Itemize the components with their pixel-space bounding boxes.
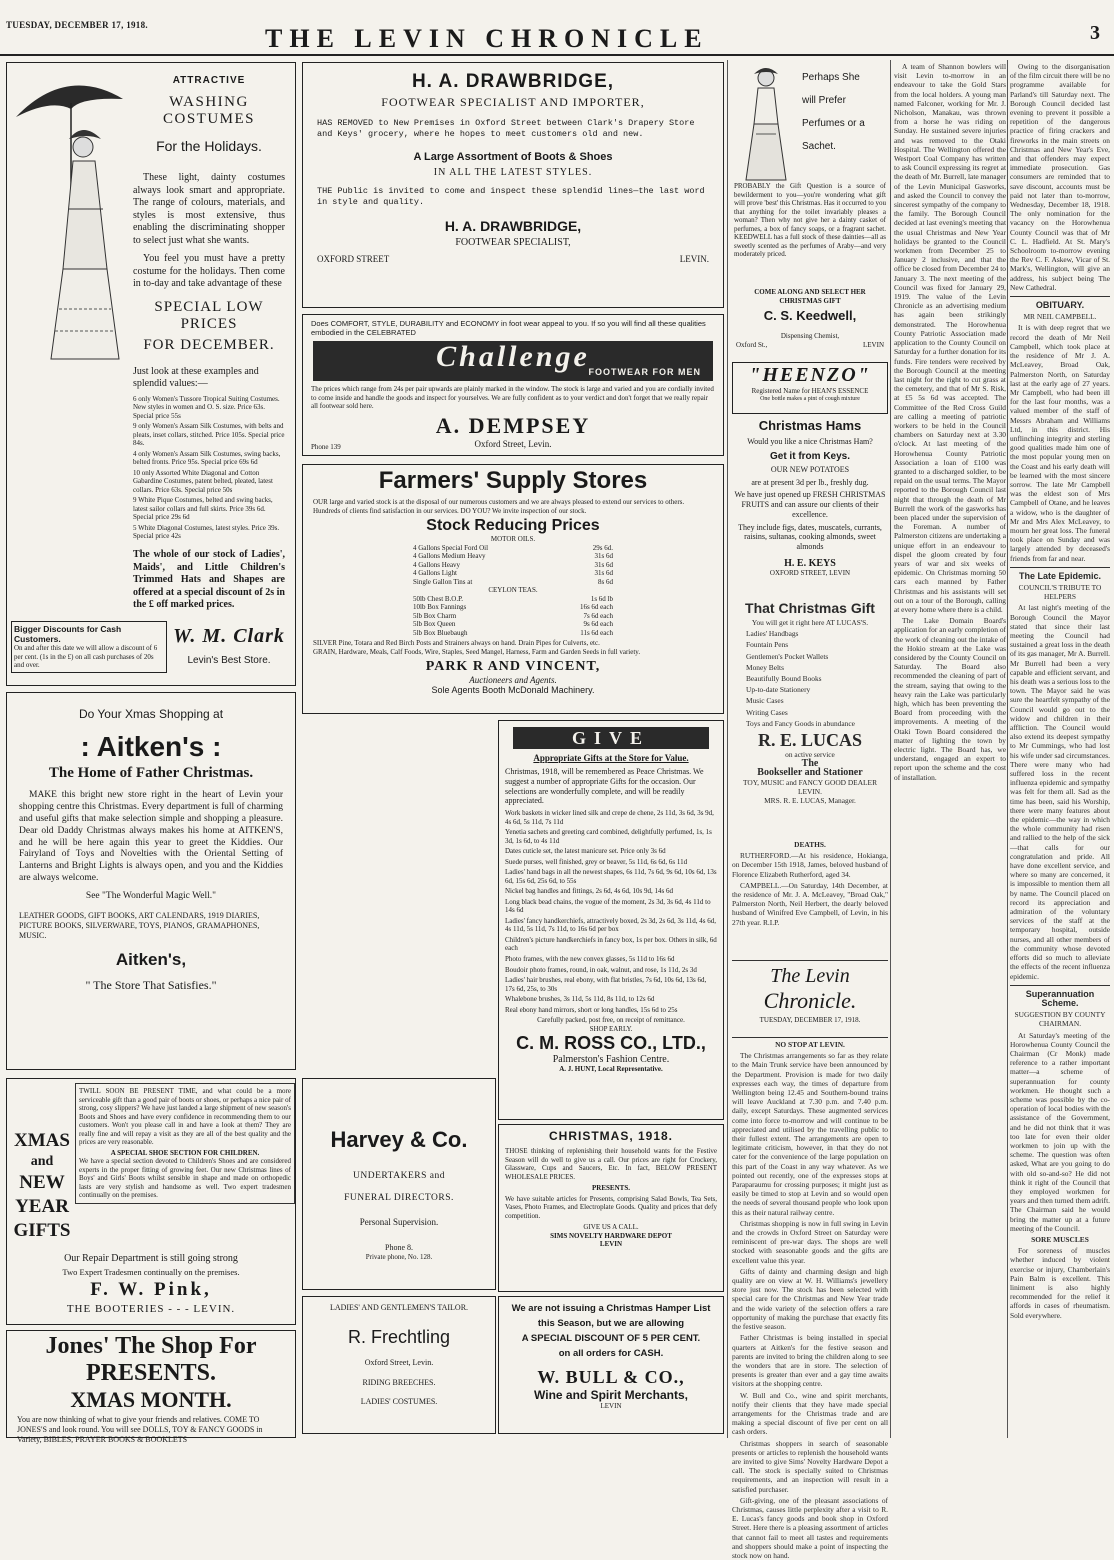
drawbridge-styles: IN ALL THE LATEST STYLES. xyxy=(433,167,593,179)
clark-item: 9 White Pique Costumes, belted and swing backs, latest sailor collars and full skirts. Price 39s 6d. Special price 29s 6d xyxy=(133,496,273,522)
price-row-value: 8s 6d xyxy=(598,577,613,586)
heenzo-tag: One bottle makes a pint of cough mixture xyxy=(760,395,860,402)
price-row xyxy=(413,552,613,561)
price-row-value: 31s 6d xyxy=(594,569,613,578)
clark-store: Levin's Best Store. xyxy=(187,655,271,666)
harvey-advert xyxy=(302,1078,496,1290)
keedwell-street-line xyxy=(736,341,884,350)
clark-attractive: ATTRACTIVE xyxy=(172,75,246,86)
keys-address: OXFORD STREET, LEVIN xyxy=(769,568,851,577)
frechtling-costumes: LADIES' COSTUMES. xyxy=(360,1397,438,1407)
give-early: SHOP EARLY. xyxy=(589,1024,633,1033)
give-item-list xyxy=(505,809,717,1014)
lucas-item: Up-to-date Stationery xyxy=(746,685,811,695)
price-row-label: 5lb Box Charm xyxy=(413,611,457,620)
frechtling-street: Oxford Street, Levin. xyxy=(364,1357,434,1367)
superannuation-body: At Saturday's meeting of the Horowhenua County Council the Chairman (Cr Monk) made reference to a rather important matter—a scheme of superannuation for county workmen. He thought such a scheme was possible by the co-operation of local bodies with the assistance of the Government, and he did not think that it was too late for even their older workmen to join up with the scheme. The question was often asked, What are you going to do with old so-and-so? He did not think it right of the Council that they employed workmen for years and then turned them adrift. The Chairman said he would bring the matter up at a future meeting of the Council. xyxy=(1010,1030,1110,1233)
price-row-value: 31s 6d xyxy=(594,552,613,561)
deaths-column xyxy=(732,840,888,958)
clark-item: 4 only Women's Assam Silk Costumes, swing backs, belted fronts. Price 95s. Special price 69s 6d xyxy=(133,449,281,467)
jones-title-2: PRESENTS. xyxy=(85,1360,217,1386)
challenge-brand: Challenge xyxy=(436,340,590,373)
column-rule xyxy=(1007,60,1008,1438)
perfume-line-1: Perhaps She xyxy=(802,72,860,83)
bull-name: W. BULL & CO., xyxy=(537,1367,685,1387)
column-rule xyxy=(890,60,891,1438)
aitken-name: : Aitken's : xyxy=(80,731,222,762)
keedwell-address xyxy=(732,332,888,362)
pink-booteries: THE BOOTERIES - - - LEVIN. xyxy=(66,1303,236,1315)
drawbridge-name-2: H. A. DRAWBRIDGE, xyxy=(444,217,582,234)
masthead-date: TUESDAY, DECEMBER 17, 1918. xyxy=(759,1016,861,1024)
umbrella-lady-illustration xyxy=(11,69,131,369)
clark-item: 6 only Women's Tussore Tropical Suiting Costumes. New styles in women and O. S. size. Price 63s. Special price 55s xyxy=(133,394,280,420)
jones-title-1: Jones' The Shop For xyxy=(45,1333,257,1359)
give-item: Yenetia sachets and greeting card combined, delightfully perfumed, 1s, 1s 3d, 1s 6d, to 4s 11d xyxy=(505,828,712,845)
perfume-line-2: will Prefer xyxy=(802,95,846,106)
price-row-value: 16s 6d each xyxy=(579,603,613,612)
stop-body: The Christmas arrangements so far as they relate to the Main Trunk service have been announced by the Department. Provision is made for two daily expresses each way, the times of departure from Wellington being 12.45 and Southern-bound trains will leave Auckland at 7.30 p.m. and 7.40 p.m. daily, except Saturdays. These augmented services come into force to-morrow and will continue to be appreciated and utilised by the travelling public to their fullest extent. The arrangements are open to legitimate criticism, however, in that they do not cater for the convenience of the large population on this part of the Coast in any way whatever. As we pointed out recently, one of the expresses stops at Paraparaumu for crossing purposes; it might just as easily be timed to stop at Levin and so would open the needs of several thousand people who look upon this as their natural railway centre. xyxy=(732,1051,888,1217)
jones-month: XMAS MONTH. xyxy=(70,1387,232,1412)
challenge-sub: FOOTWEAR FOR MEN xyxy=(588,367,701,377)
pink-body-1: TWILL SOON BE PRESENT TIME, and what could be a more serviceable gift than a good pair of boots or shoes, or perhaps a nice pair of strong, cosy slippers? We have just landed a large shipment of new season's Boots and Shoes and have every confidence in recommending them to our customers. Won't you please call in and have a look at them? They are really fine and will repay a visit as they are all of the best quality and the prices are very reasonable. xyxy=(79,1087,291,1147)
clark-name: W. M. Clark xyxy=(173,625,285,647)
farmers-grain: GRAIN, Hardware, Meals, Calf Foods, Wire, Staples, Seed Mangel, Harness, Farm and Garden Seeds in full variety. xyxy=(313,647,641,656)
pink-repair: Our Repair Department is still going strong xyxy=(64,1253,238,1264)
price-row xyxy=(413,544,613,553)
lucas-item-list xyxy=(746,629,888,728)
bull-town: LEVIN xyxy=(600,1402,622,1410)
drawbridge-public: THE Public is invited to come and inspect these splendid lines—the last word in style and quality. xyxy=(317,186,705,207)
perfume-line-4: Sachet. xyxy=(802,141,836,152)
dempsey-body: The prices which range from 24s per pair upwards are plainly marked in the window. The stock is large and varied and you are cordially invited to come inside and handle the goods and inspect for yourselves. We are fully confident as to your verdict and don't forget that we really repair all footwear sold here. xyxy=(311,385,714,411)
header-title: THE LEVIN CHRONICLE xyxy=(265,24,709,53)
sims-name: SIMS NOVELTY HARDWARE DEPOT xyxy=(550,1231,672,1240)
give-item: Ladies' fancy handkerchiefs, attractively boxed, 2s 3d, 2s 6d, 3s 11d, 4s 6d, 4s 11d, 5s 11d, 7s 11d, to 16s 6d per box xyxy=(505,916,716,934)
give-item: Work baskets in wicker lined silk and crepe de chene, 2s 11d, 3s 6d, 3s 9d, 4s 6d, 5s 11d, 7s 11d xyxy=(505,809,714,826)
price-row-value: 7s 6d each xyxy=(583,611,613,620)
lucas-item: Music Cases xyxy=(746,696,784,706)
pink-name: F. W. Pink, xyxy=(90,1279,212,1300)
keedwell-title: Dispensing Chemist, xyxy=(780,332,840,340)
give-title: GIVE xyxy=(571,728,650,748)
lucas-name: R. E. LUCAS xyxy=(757,730,863,751)
farmers-advert xyxy=(302,464,724,714)
pink-side-word: and xyxy=(30,1154,54,1169)
farmers-auctioneers: Auctioneers and Agents. xyxy=(469,674,557,685)
keedwell-advert xyxy=(732,62,888,332)
farmers-teas-head: CEYLON TEAS. xyxy=(488,586,538,595)
clark-item: 9 only Women's Assam Silk Costumes, with belts and pleats, inset collars, stitched. Price 105s. Special price 84s. xyxy=(133,422,285,448)
clark-holidays: For the Holidays. xyxy=(156,138,262,154)
lady-perfume-illustration xyxy=(734,64,798,182)
perfume-body: PROBABLY the Gift Question is a source of bewilderment to you—you're wondering what gift will prove 'best' this Christmas. Has it occurred to you that anything for the toilet invariably pleases a woman? Then why not give her a dainty casket of perfumes, a box of fancy soaps, or a fragrant sachet. KEEDWELL has a full stock of these dainties—all as sweetly scented as the perfumes of Araby—and very moderately priced. xyxy=(734,182,886,259)
give-item: Real ebony hand mirrors, short or long handles, 15s 6d to 25s xyxy=(505,1005,678,1014)
clark-special: SPECIAL LOW PRICES xyxy=(154,298,264,332)
bull-trade: Wine and Spirit Merchants, xyxy=(534,1388,688,1402)
lucas-item: Gentlemen's Pocket Wallets xyxy=(746,651,829,661)
aitken-advert xyxy=(6,692,296,1070)
farmers-reducing: Stock Reducing Prices xyxy=(426,517,600,535)
lucas-item: Beautifully Bound Books xyxy=(746,674,822,684)
pink-side-heading xyxy=(13,1129,71,1243)
bull-body: W. Bull and Co., wine and spirit merchants, notify their clients that they have made special arrangements for the Christmas trade and are making a special discount of five per cent on all cash orders. xyxy=(732,1390,888,1437)
pink-body-2: We have a special section devoted to Children's Shoes and are considered experts in the proper fitting of growing feet. Our new Christmas lines of Boys' and Girls' Boots whilst sensible in shape and made on orthopedic lasts are very stylish and handsome as well. Two expert tradesmen continually on the premises. xyxy=(79,1157,291,1200)
give-item: Long black bead chains, the vogue of the moment, 2s 3d, 3s 6d, 4s 11d to 14s 6d xyxy=(505,897,711,915)
clark-item-list xyxy=(133,395,285,542)
father-body: Father Christmas is being installed in special quarters at Aitken's for the festive season and parents are invited to bring the children along to see the wonders that are in store. The selection of presents is greater than ever and a gay time awaits visitors at the shopping centre. xyxy=(732,1333,888,1389)
give-item: Boudoir photo frames, round, in oak, walnut, and rose, 1s 11d, 2s 3d xyxy=(505,965,697,974)
masthead-the: The Levin xyxy=(770,965,850,987)
clark-paragraph-1: These light, dainty costumes always look smart and appropriate. The range of colours, materials, and styles is most extensive, thus enabling the discriminating shopper to select just what she wants. xyxy=(133,172,285,246)
stop-title: NO STOP AT LEVIN. xyxy=(775,1040,845,1049)
jones-body: You are now thinking of what to give your friends and relatives. COME TO JONES'S and look round. You will see DOLLS, TOY & FANCY GOODS in Variety, BIBLES, PRAYER BOOKS & BOOKLETS xyxy=(17,1415,263,1444)
keedwell-town: LEVIN xyxy=(863,340,884,349)
give-item: Whalebone brushes, 3s 11d, 5s 11d, 8s 11d, to 12s 6d xyxy=(505,995,655,1004)
give-item: Ladies' hair brushes, real ebony, with flat bristles, 7s 6d, 10s 6d, 13s 6d, 17s 6d, 25s, to 30s xyxy=(505,976,707,993)
news-column-5 xyxy=(894,62,1006,1436)
clark-item: 5 White Diagonal Costumes, latest styles. Price 39s. Special price 42s xyxy=(133,523,280,541)
challenge-banner xyxy=(313,341,713,381)
drawbridge-street: OXFORD STREET xyxy=(317,253,390,264)
keys-potatoes: OUR NEW POTATOES xyxy=(770,464,850,474)
dempsey-address: Oxford Street, Levin. xyxy=(474,438,552,449)
ross-centre: Palmerston's Fashion Centre. xyxy=(552,1054,670,1066)
price-row-label: 50lb Chest B.O.P. xyxy=(413,594,463,603)
lucas-service: on active service xyxy=(785,750,835,760)
local-news-column xyxy=(732,1040,888,1560)
header-page-number: 3 xyxy=(1090,22,1100,44)
aitken-home: The Home of Father Christmas. xyxy=(48,765,254,781)
lucas-item: Ladies' Handbags xyxy=(746,629,799,639)
price-row-value: 9s 6d each xyxy=(583,620,613,629)
keys-price: are at present 3d per lb., freshly dug. xyxy=(751,477,869,487)
clark-bigger: Bigger Discounts for Cash Customers. xyxy=(14,624,122,644)
lucas-town: LEVIN. xyxy=(797,786,822,796)
ross-rep: A. J. HUNT, Local Representative. xyxy=(559,1065,663,1074)
dempsey-top: Does COMFORT, STYLE, DURABILITY and ECONOMY in foot wear appeal to you. If so you will find all these qualities embodied in the CELEBRATED xyxy=(311,319,706,337)
col5-news-a: A team of Shannon bowlers will visit Levin to-morrow in an endeavour to take the Gold Stars from the local holders. A young man named Falconer, working for Mr. J. Nicholson, Manakau, was thrown from a horse he was riding on Sunday. He sustained severe injuries and was removed to the Otaki Hospital. The Wellington offered the Westport Coal Company has written to ask Council expressing its regret at the death of Mr. Burrell, late manager of the Levin Municipal Gasworks, and asked the Council to convey the sincerest sympathy of the company to the family. The Borough Council decided at last evening's meeting that the usual Christmas and New Year holidays be granted to the Council workmen from December 25 to January 2 inclusive, and that the office be closed from December 24 to January 3. The next meeting of the Council was fixed for January 29, 1919. The value of the Levin Chronicle as an advertising medium has again been strikingly demonstrated. The Horowhenua County Patriotic Association made application to the County Council on Saturday for a further donation for its funds. Fire tenders were received by the Borough Council at the meeting last night for the right to cut grass at the cemetery, and that of Mr S. Risk, at £5 5s 6d was accepted. The Committee of the Red Cross Guild are calling a meeting of patriotic workers to be held in the Council chambers on Saturday next at 3.30 o'clock. At last meeting of the Horowhenua County Patriotic Association a loan of £100 was granted to a discharged soldier, to be repaid on the usual terms. The Mayor reported to the Borough Council last night that through the death of Mr Burrell the work of the gasworks has been placed under the supervision of the Foreman. A number of Palmerston citizens are undertaking a unique effort in an endeavour to dispel the gloom created by four years of war and six weeks of epidemic. On Christmas morning 50 cars each manned by Father Christmas and his assistants will set out on a tour of the Borough, calling at every home where there is a child. xyxy=(894,62,1006,614)
ross-advert xyxy=(498,720,724,1120)
give-item: Nickel bag handles and fittings, 2s 6d, 4s 6d, 10s 9d, 14s 6d xyxy=(505,887,673,896)
clark-bigger-text: On and after this date we will allow a discount of 6 per cent. (1s in the £) on all cash purchases of 20s and over. xyxy=(14,644,158,670)
price-row xyxy=(413,620,613,629)
upholstery-lucas-column xyxy=(732,600,888,836)
give-sub: Appropriate Gifts at the Store for Value. xyxy=(533,753,689,763)
news-column-6 xyxy=(1010,62,1110,1436)
muscles-body: For soreness of muscles whether induced by violent exercise or injury, Chamberlain's Pain Balm is excellent. This liniment is also highly recommended for the relief it affords in cases of rheumatism. Sold everywhere. xyxy=(1010,1246,1110,1320)
dempsey-phone: Phone 139 xyxy=(311,443,341,452)
lucas-item: Money Belts xyxy=(746,662,784,672)
frechtling-riding: RIDING BREECHES. xyxy=(362,1377,436,1387)
page-header xyxy=(0,20,1114,53)
aitken-store: " The Store That Satisfies." xyxy=(85,978,217,993)
give-item: Dates cuticle set, the latest manicure set. Price only 3s 6d xyxy=(505,847,666,856)
lucas-that: That Christmas Gift xyxy=(745,600,875,616)
masthead-chronicle: Chronicle. xyxy=(763,988,857,1013)
frechtling-name: R. Frechtling xyxy=(347,1326,451,1347)
dempsey-advert xyxy=(302,314,724,456)
price-row-value: 31s 6d xyxy=(594,560,613,569)
epidemic-body: At last night's meeting of the Borough Council the Mayor stated that since their last meeting the Council had sustained a great loss in the death of its gas manager, Mr A. Burrell. Mr Burrell had been a very capable and efficient servant, and his death was a serious loss to the town. The Mayor said he was sure the heartfelt sympathy of the Council would go out to the widow and children in their affliction. The Council would also extend its deepest sympathy to Mr Cummings, who had lost his wife under sad circumstances. There were many who had suffered loss in the recent influenza epidemic and sympathy was felt for them all. Sad as the time has been, said his Worship, there were many features about the epidemic—the way in which the whole community had risen and rallied to the help of the sick—that calls for our congratulation and pride. All have done excellent service, and where so many are concerned, it is impossible to mention them all by name. The Council placed on record its appreciation and admiration of the voluntary services of the staff at the temporary hospital, outside nurses, and all other members of the community whose devoted efforts did so much to alleviate the effects of the recent influenza epidemic. xyxy=(1010,603,1110,981)
drawbridge-advert xyxy=(302,62,724,308)
harvey-funeral: FUNERAL DIRECTORS. xyxy=(344,1193,454,1203)
pink-side-word: YEAR xyxy=(15,1196,69,1217)
bull-line-4: on all orders for CASH. xyxy=(558,1348,664,1359)
give-item: Suede purses, well finished, grey or beaver, 5s 11d, 6s 6d, 6s 11d xyxy=(505,857,688,866)
bull-line-2: this Season, but we are allowing xyxy=(537,1318,685,1329)
price-row-label: 5lb Box Bluebaugh xyxy=(413,628,468,637)
price-row-label: 4 Gallons Medium Heavy xyxy=(413,552,486,561)
pink-advert xyxy=(6,1078,296,1325)
harvey-personal: Personal Supervision. xyxy=(359,1217,439,1227)
death-rutherford: RUTHERFORD.—At his residence, Hokianga, on December 15th 1918, James, beloved husband of Florence Elizabeth Rutherford, aged 34. xyxy=(732,851,888,879)
keedwell-name xyxy=(734,308,886,323)
farmers-oils-head: MOTOR OILS. xyxy=(490,535,536,544)
aitken-goods: LEATHER GOODS, GIFT BOOKS, ART CALENDARS, 1919 DIARIES, PICTURE BOOKS, SILVERWARE, TOYS, PIANOS, GRAMAPHONES, MUSIC. xyxy=(19,911,260,940)
dempsey-name: A. DEMPSEY xyxy=(435,412,591,438)
xmas-shopping: Christmas shopping is now in full swing in Levin and the crowds in Oxford Street on Saturday were reminiscent of pre-war days. The shops are well stocked with seasonable goods and the gifts are excellent value this year. xyxy=(732,1218,888,1265)
pink-side-word: XMAS xyxy=(14,1130,70,1151)
farmers-oils-list xyxy=(413,544,613,587)
chronicle-masthead xyxy=(732,960,888,1038)
price-row xyxy=(413,595,613,604)
price-row xyxy=(413,603,613,612)
sims-give: GIVE US A CALL. xyxy=(583,1223,639,1232)
epidemic-sub: COUNCIL'S TRIBUTE TO HELPERS xyxy=(1018,582,1102,602)
farmers-agents: Sole Agents Booth McDonald Machinery. xyxy=(431,684,595,695)
price-row-value: 11s 6d each xyxy=(580,628,613,637)
drawbridge-address xyxy=(317,254,709,264)
drawbridge-moved: HAS REMOVED to New Premises in Oxford Street between Clark's Drapery Store and Keys' grocery, where he hopes to meet customers old and new. xyxy=(317,118,695,139)
gift-giving-body: Gift-giving, one of the pleasant associations of Christmas, causes little perplexity after a visit to R. E. Lucas's fancy goods and book shop in Oxford Street. Here there is a pleasing assortment of articles that cannot fail to meet all tastes and requirements and shoppers should make a point of inspecting the stock now on hand. xyxy=(732,1495,888,1560)
superannuation-sub: SUGGESTION BY COUNTY CHAIRMAN. xyxy=(1014,1010,1106,1029)
settle-body: Owing to the disorganisation of the film circuit there will be no programme available for Parland's till Saturday next. The Borough Council decided last evening to prevent it possible a repetition of the dangerous practice of firing crackers and fireworks in the main streets on Christmas and New Year's Eve, and that offenders may expect immediate prosecution. Gas consumers are reminded that to save discount, accounts must be paid not later than to-morrow, Wednesday, December 18, 1918. The only nomination for the vacancy on the Horowhenua County Council was that of Mr C. L. Hadfield. At St. Mary's Schoolroom to-morrow evening the Rev C. F. Askew, Vicar of St. Mark's, Wellington, will give an address, his subject being The New Cathedral. xyxy=(1010,62,1110,292)
harvey-name: Harvey & Co. xyxy=(330,1127,468,1152)
price-row xyxy=(413,629,613,638)
perfume-line-3: Perfumes or a xyxy=(802,118,865,129)
give-intro: Christmas, 1918, will be remembered as Peace Christmas. We suggest a number of appropriate Gifts for the occasion. Our selections are wonderfully complete, and will be readily appreciated. xyxy=(505,767,704,806)
pink-side-word: GIFTS xyxy=(13,1220,71,1241)
price-row-label: 5lb Box Queen xyxy=(413,620,456,629)
perfume-heading xyxy=(802,72,886,152)
price-row-label: 4 Gallons Light xyxy=(413,569,457,578)
farmers-silver: SILVER Pine, Totara and Red Birch Posts and Strainers always on hand. Drain Pipes for Culverts, etc. xyxy=(313,639,600,648)
lucas-item: Toys and Fancy Goods in abundance xyxy=(746,718,855,728)
price-row xyxy=(413,561,613,570)
keys-question: Would you like a nice Christmas Ham? xyxy=(747,437,873,446)
price-row-value: 29s 6d. xyxy=(592,543,613,552)
pink-section: A SPECIAL SHOE SECTION FOR CHILDREN. xyxy=(110,1148,260,1157)
obituary-title: OBITUARY. xyxy=(1035,300,1085,311)
pink-body-box xyxy=(75,1083,295,1204)
drawbridge-town: LEVIN. xyxy=(679,253,709,264)
drawbridge-name: H. A. DRAWBRIDGE, xyxy=(411,71,615,92)
header-rule xyxy=(0,54,1114,56)
price-row xyxy=(413,612,613,621)
aitken-do: Do Your Xmas Shopping at xyxy=(78,707,224,721)
farmers-teas-list xyxy=(413,595,613,638)
clark-heading xyxy=(133,75,285,612)
price-row xyxy=(413,569,613,578)
keedwell-name-text: C. S. Keedwell, xyxy=(763,308,857,323)
pink-trades: Two Expert Tradesmen continually on the premises. xyxy=(62,1267,240,1277)
heenzo-sub: Registered Name for HEAN'S ESSENCE xyxy=(751,387,869,395)
bull-line-3: A SPECIAL DISCOUNT OF 5 PER CENT. xyxy=(521,1333,701,1344)
price-row-value: 1s 6d lb xyxy=(590,594,613,603)
gifts-body: Gifts of dainty and charming design and high quality are on view at W. H. Williams's jewellery store just now. The stock has been selected with special care for the Christmas and New Year trade and the wide variety of the selection offers a rare opportunity of making the purchase that exactly fits the festive season. xyxy=(732,1266,888,1332)
aitken-name-2: Aitken's, xyxy=(115,950,187,970)
give-item: Photo frames, with the new convex glasses, 5s 11d to 16s 6d xyxy=(505,954,675,963)
give-item: Ladies' hand bags in all the newest shapes, 6s 11d, 7s 6d, 9s 6d, 10s 6d, 13s 6d, 15s 6d, 25s 6d, to 55s xyxy=(505,868,717,885)
sims-presents: PRESENTS. xyxy=(592,1184,630,1193)
bull-line-1: We are not issuing a Christmas Hamper List xyxy=(511,1303,711,1314)
price-row-label: 4 Gallons Special Ford Oil xyxy=(413,543,489,552)
frechtling-advert xyxy=(302,1296,496,1434)
keys-include: They include figs, dates, muscatels, currants, raisins, sultanas, cooking almonds, sweet almonds xyxy=(738,522,882,551)
bull-advert xyxy=(498,1296,724,1434)
col5-news-b: The Lake Domain Board's application for an early completion of the work of cleaning out the intake of the Hokio stream at the Lake was considered by the County Council on Saturday. The Board also recommended the cleaning of part of the stream, saying that owing to the heavy rain the Lake was particularly high, which has been preventing the Board from proceeding with the improvements. A meeting of the Otaki Town Board considered the matter of lighting the town by electric light. The Board has, we understand, engaged an expert to report upon the scheme and the cost of installation. xyxy=(894,616,1006,782)
harvey-undertakers: UNDERTAKERS and xyxy=(353,1171,445,1181)
aitken-see: See "The Wonderful Magic Well." xyxy=(85,891,217,901)
superannuation-title: Superannuation Scheme. xyxy=(1025,988,1095,1008)
lucas-manager: MRS. R. E. LUCAS, Manager. xyxy=(764,796,856,806)
frechtling-ladies: LADIES' AND GENTLEMEN'S TAILOR. xyxy=(329,1303,469,1312)
lucas-the: The xyxy=(801,758,819,770)
perfume-come: COME ALONG AND SELECT HER CHRISTMAS GIFT xyxy=(754,288,866,305)
farmers-intro: OUR large and varied stock is at the disposal of our numerous customers and we are always pleased to extend our services to others. Hundreds of clients find satisfaction in our services. DO YOU? We invite inspection of our stock. xyxy=(313,498,685,515)
pink-side-word: NEW xyxy=(19,1172,65,1193)
keys-name: H. E. KEYS xyxy=(784,557,836,569)
drawbridge-trade-2: FOOTWEAR SPECIALIST, xyxy=(455,236,571,248)
clark-advert xyxy=(6,62,296,686)
farmers-name: PARK R AND VINCENT, xyxy=(425,658,601,674)
price-row-label: Single Gallon Tins at xyxy=(413,577,473,586)
clark-discount-box xyxy=(11,621,167,673)
clark-item: 10 only Assorted White Diagonal and Cotton Gabardine Costumes, patent belted, pleated, latest collars. Price 63s. Special price 50s xyxy=(133,468,273,494)
sims-town: LEVIN xyxy=(599,1240,623,1249)
ross-name: C. M. ROSS CO., LTD., xyxy=(516,1033,706,1054)
lucas-body: You will get it right here AT LUCAS'S. xyxy=(751,618,869,627)
jones-advert-top xyxy=(6,1330,296,1444)
harvey-private: Private phone, No. 128. xyxy=(365,1252,433,1261)
lucas-trade: Bookseller and Stationer xyxy=(757,767,863,779)
column-rule xyxy=(727,60,728,1438)
clark-washing: WASHING COSTUMES xyxy=(162,94,256,127)
harvey-phone: Phone 8. xyxy=(385,1243,413,1252)
keedwell-street: Oxford St., xyxy=(736,340,768,349)
obituary-body: It is with deep regret that we record the death of Mr Neil Campbell, which took place at the residence of Mr J. A. McLeavey, Broad Oak, Palmerston North, on Saturday last at the early age of 27 years. Mr Campbell, who had been ill for the last four months, was a valued member of the staff of Messrs Abraham and Williams Ltd, in this district. His unflinching integrity and sterling good qualities made him one of the most popular young men on the Coast and his early death will be learned with the most sincere sorrow. The late Mr Campbell was the eldest son of Mrs Campbell of Otane, and he leaves a widow, who is the daughter of Mr and Mrs Alex McLeavey, to mourn her great loss. The funeral took place on Sunday and was largely attended by deceased's friends from far and near. xyxy=(1010,323,1110,563)
lucas-item: Fountain Pens xyxy=(746,640,789,650)
give-banner xyxy=(513,727,709,749)
clark-whole-stock: The whole of our stock of Ladies', Maids', and Little Children's Trimmed Hats and Shapes are offered at a special discount of 2s in the £ off marked prices. xyxy=(133,549,285,610)
epidemic-title: The Late Epidemic. xyxy=(1018,570,1102,581)
keys-advert xyxy=(732,418,888,594)
aitken-body: MAKE this bright new store right in the heart of Levin your shopping centre this Christmas. Every department is full of charming and useful gifts that make selection simple and shopping a pleasure. Dear old Daddy Christmas always makes his home at AITKEN'S, and he will be here again this year to greet the Kiddies. Our Fairyland of Toys and Novelties with the Oriental Setting of Lanterns and Bright Lights is always open, and you and the Kiddies are always welcome. xyxy=(19,790,283,884)
clark-paragraph-2: You feel you must have a pretty costume for the holidays. Then come in to-day and take advantage of these xyxy=(133,253,285,289)
shoppers-body: Christmas shoppers in search of seasonable presents or articles to replenish the household wants are invited to give Sims' Novelty Hardware Depot a call. The stock is specially suited to Christmas requirements, and an inspection will result in a satisfied purchaser. xyxy=(732,1438,888,1494)
keys-title: Christmas Hams xyxy=(758,418,862,433)
give-carefully: Carefully packed, post free, on receipt of remittance. xyxy=(537,1016,685,1025)
clark-intro: Just look at these examples and splendid values:— xyxy=(133,365,259,389)
drawbridge-large: A Large Assortment of Boots & Shoes xyxy=(413,151,613,164)
obituary-sub: MR NEIL CAMPBELL. xyxy=(1023,312,1097,322)
sims-body-2: We have suitable articles for Presents, comprising Salad Bowls, Tea Sets, Vases, Photo Frames, and Electroplate Goods. Quality and prices that defy competition. xyxy=(505,1194,717,1220)
give-item: Children's picture handkerchiefs in fancy box, 1s per box. Others in silk, 6d each xyxy=(505,935,717,953)
sims-title: CHRISTMAS, 1918. xyxy=(548,1129,674,1143)
sims-advert xyxy=(498,1124,724,1292)
price-row-label: 4 Gallons Heavy xyxy=(413,560,461,569)
drawbridge-trade: FOOTWEAR SPECIALIST AND IMPORTER, xyxy=(381,95,645,109)
lucas-item: Writing Cases xyxy=(746,707,788,717)
keys-opened: We have just opened up FRESH CHRISTMAS FRUITS and can assure our clients of their excellence. xyxy=(734,490,886,519)
farmers-title: Farmers' Supply Stores xyxy=(378,467,648,494)
sims-body: THOSE thinking of replenishing their household wants for the Festive Season will do well to give us a call. Our prices are right for Crockery, Glassware, Cups and Saucers, Etc. In fact, BELOW PRESENT WHOLESALE PRICES. xyxy=(505,1147,717,1181)
muscles-title: SORE MUSCLES xyxy=(1031,1234,1089,1244)
death-campbell: CAMPBELL.—On Saturday, 14th December, at the residence of Mr. J. A. McLeavey, "Broad Oak," Palmerston North, Neil Herbert, the dearly beloved husband of Winifred Eve Campbell, of Levin, in his 27th year. R.I.P. xyxy=(732,880,888,927)
heenzo-brand: "HEENZO" xyxy=(749,364,871,386)
header-date: TUESDAY, DECEMBER 17, 1918. xyxy=(6,20,148,30)
keys-get: Get it from Keys. xyxy=(769,450,851,462)
price-row xyxy=(413,578,613,587)
heenzo-advert xyxy=(732,362,888,414)
price-row-label: 10lb Box Fannings xyxy=(413,603,467,612)
deaths-title: DEATHS. xyxy=(794,840,826,849)
lucas-toy: TOY, MUSIC and FANCY GOOD DEALER xyxy=(743,777,877,787)
clark-december: FOR DECEMBER. xyxy=(143,336,275,353)
